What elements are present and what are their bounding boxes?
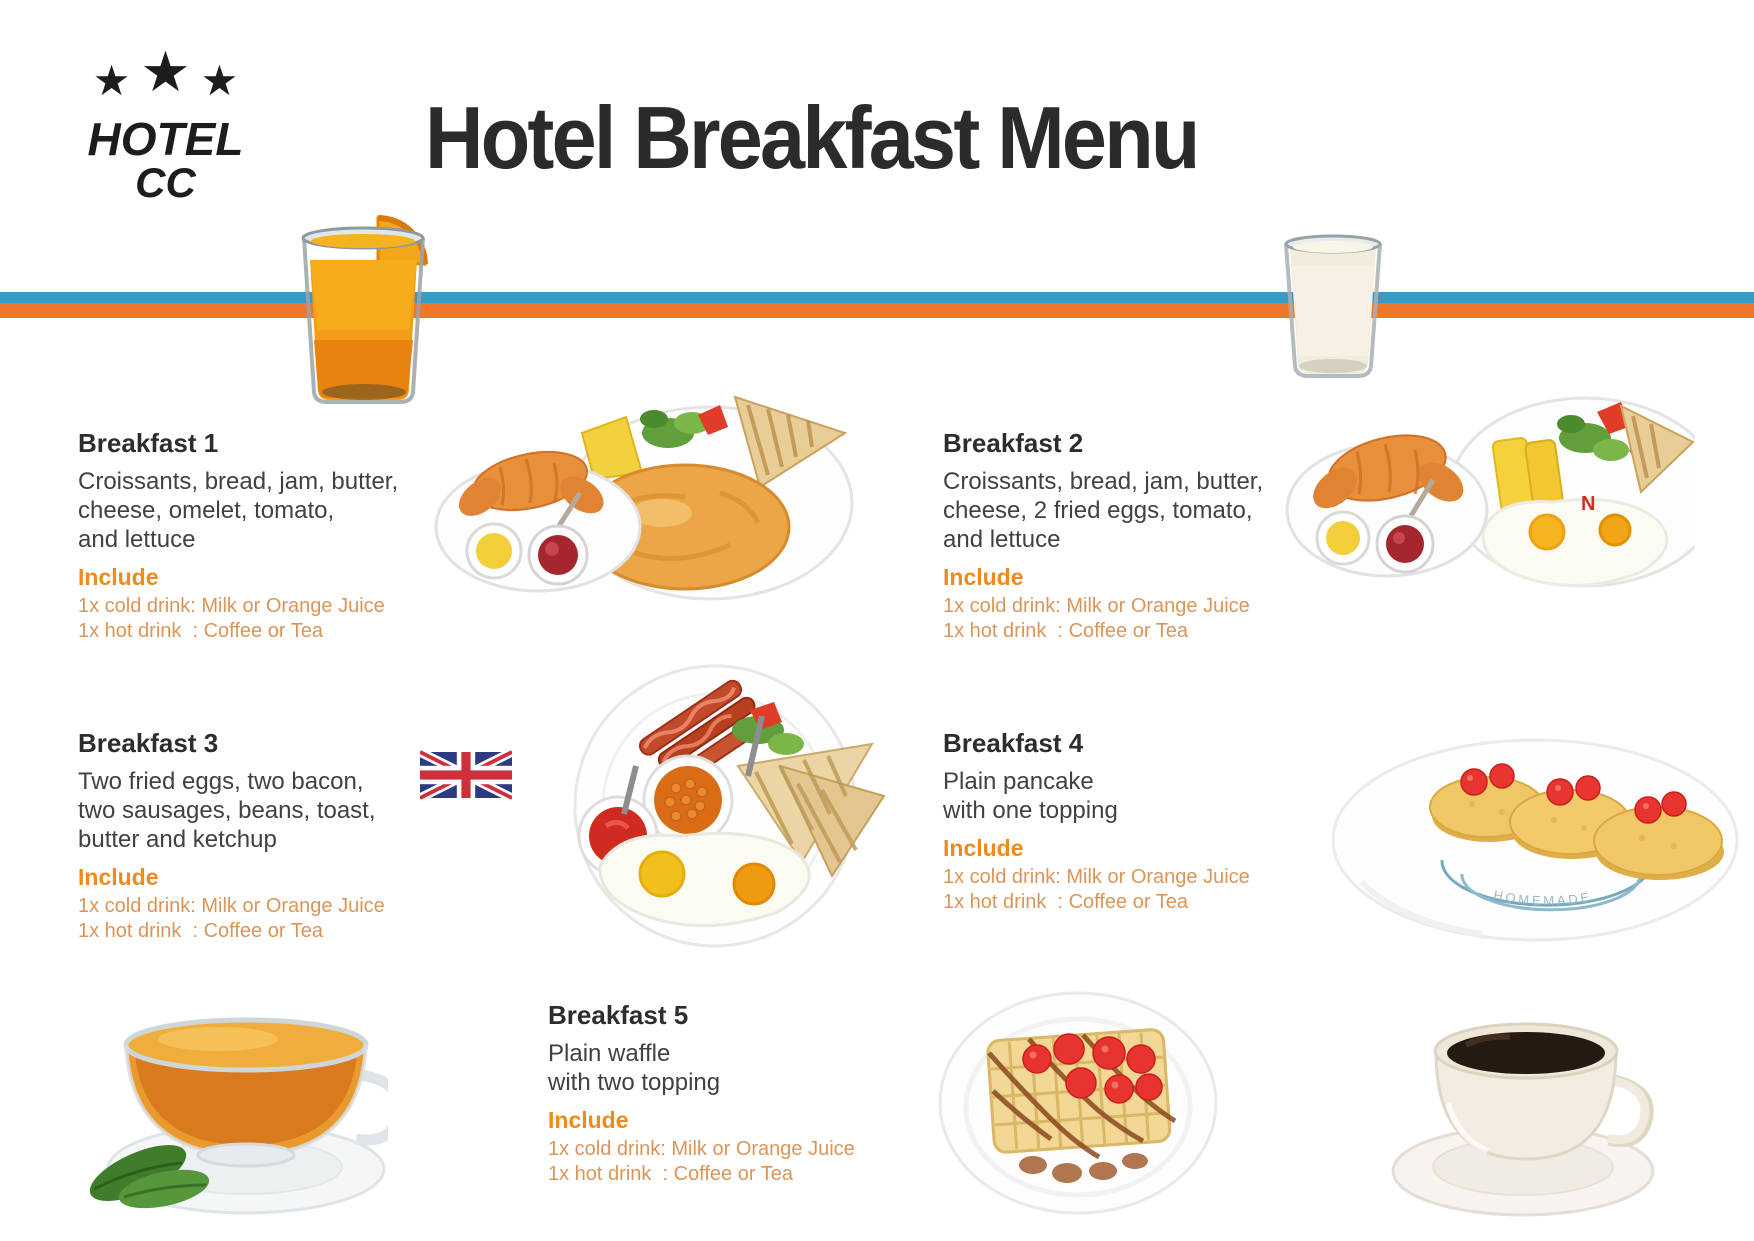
item-description: [548, 1039, 968, 1097]
pancake-plate-text: HOMEMADE: [1492, 887, 1594, 909]
item-description-line: with one topping: [943, 797, 1118, 824]
hotel-name-cc: CC: [135, 159, 196, 206]
page-title: Hotel Breakfast Menu: [425, 88, 1198, 187]
include-hot-drink: 1x hot drink : Coffee or Tea: [943, 620, 1188, 642]
include-cold-drink: 1x cold drink: Milk or Orange Juice: [943, 595, 1250, 617]
include-cold-drink: 1x cold drink: Milk or Orange Juice: [943, 866, 1250, 888]
orange-juice-glass-photo: [286, 210, 444, 408]
item-description: [943, 767, 1363, 825]
item-description-line: with two topping: [548, 1069, 721, 1096]
breakfast-3-photo: [540, 648, 890, 948]
item-description-line: Croissants, bread, jam, butter,: [78, 468, 399, 495]
include-label: Include: [943, 564, 1024, 590]
menu-item-breakfast-4: [943, 728, 1363, 915]
item-description-line: cheese, omelet, tomato,: [78, 497, 335, 524]
include-cold-drink: 1x cold drink: Milk or Orange Juice: [78, 895, 385, 917]
svg-text:N: N: [1581, 493, 1596, 515]
star-icon: ★: [140, 40, 191, 103]
milk-glass-photo: [1274, 226, 1392, 380]
include-hot-drink: 1x hot drink : Coffee or Tea: [78, 620, 323, 642]
item-description-line: cheese, 2 fried eggs, tomato,: [943, 497, 1253, 524]
item-name: Breakfast 5: [548, 1000, 689, 1030]
include-hot-drink: 1x hot drink : Coffee or Tea: [943, 891, 1188, 913]
item-description-line: and lettuce: [78, 526, 196, 553]
include-hot-drink: 1x hot drink : Coffee or Tea: [78, 920, 323, 942]
item-description-line: Plain pancake: [943, 768, 1094, 795]
item-description-line: and lettuce: [943, 526, 1061, 553]
include-cold-drink: 1x cold drink: Milk or Orange Juice: [548, 1138, 855, 1160]
uk-flag-icon: [420, 750, 512, 800]
blue-accent-stripe: [0, 292, 1754, 303]
include-label: Include: [943, 835, 1024, 861]
item-description-line: Croissants, bread, jam, butter,: [943, 468, 1264, 495]
include-label: Include: [78, 564, 159, 590]
item-description-line: butter and ketchup: [78, 826, 277, 853]
include-cold-drink: 1x cold drink: Milk or Orange Juice: [78, 595, 385, 617]
waffle-plate-photo: [933, 983, 1223, 1221]
menu-item-breakfast-5: [548, 1000, 968, 1187]
hotel-name: HOTEL: [87, 113, 244, 165]
include-label: Include: [78, 864, 159, 890]
breakfast-1-photo: [430, 375, 855, 603]
breakfast-4-photo: [1322, 712, 1747, 947]
coffee-cup-photo: [1388, 993, 1668, 1221]
orange-accent-stripe: [0, 303, 1754, 318]
breakfast-2-photo: [1285, 380, 1695, 605]
item-name: Breakfast 2: [943, 428, 1084, 458]
hotel-logo: [58, 40, 273, 206]
include-label: Include: [548, 1107, 629, 1133]
item-description-line: Two fried eggs, two bacon,: [78, 768, 364, 795]
item-description-line: Plain waffle: [548, 1040, 671, 1067]
star-icon: ★: [92, 57, 131, 104]
item-name: Breakfast 1: [78, 428, 219, 458]
tea-cup-photo: [68, 983, 388, 1221]
item-name: Breakfast 3: [78, 728, 219, 758]
star-icon: ★: [200, 57, 239, 104]
item-name: Breakfast 4: [943, 728, 1084, 758]
three-stars-icon: [58, 40, 273, 116]
item-description-line: two sausages, beans, toast,: [78, 797, 376, 824]
include-hot-drink: 1x hot drink : Coffee or Tea: [548, 1163, 793, 1185]
